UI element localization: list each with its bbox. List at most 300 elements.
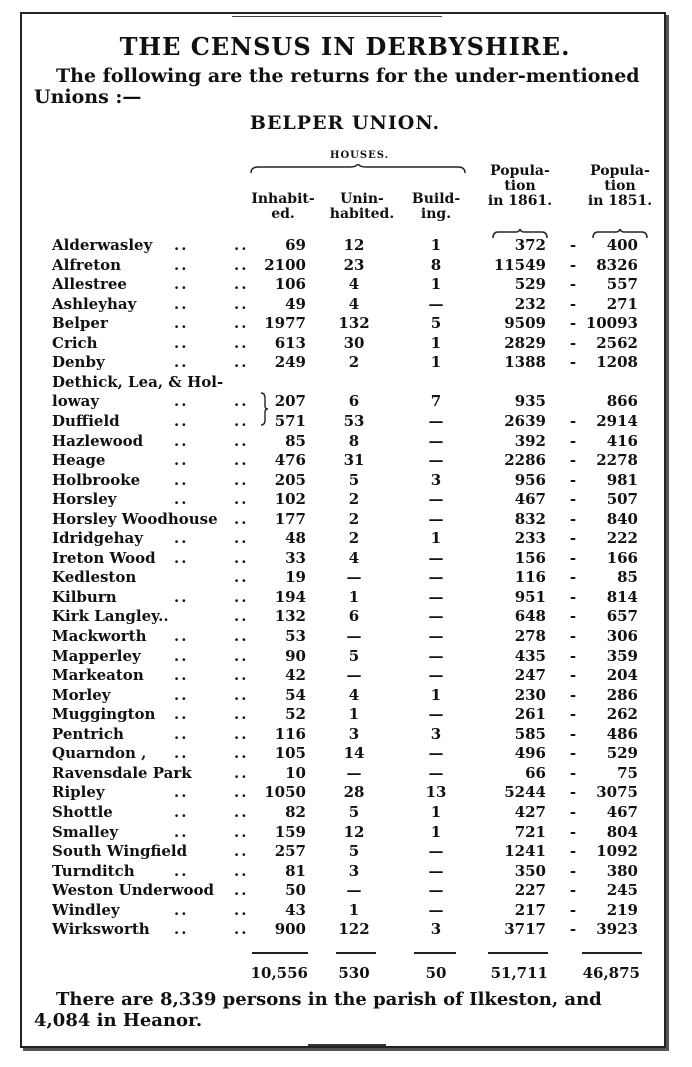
table-row [22,783,668,803]
table-row [22,862,668,882]
col-building-header [406,192,466,222]
col-uninhabited-header [324,192,400,222]
dash-separator: - [569,490,577,509]
col-uninhabited-line1: Unin- [340,191,384,207]
building-value: 7 [430,392,442,411]
inhabited-value: 207 [274,392,306,411]
dash-separator: - [569,568,577,587]
table-row [22,666,668,686]
building-value: 1 [430,353,442,372]
pop1861-value: 217 [514,900,546,919]
table-row [22,256,668,276]
col-inhabited-header [244,192,322,222]
inhabited-value: 90 [285,646,306,665]
uninhabited-value: 2 [348,353,360,372]
building-value: 1 [430,822,442,841]
dash-separator: - [569,314,577,333]
pop1861-value: 66 [525,763,546,782]
pop1851-value: 1208 [596,353,638,372]
dash-separator: - [569,802,577,821]
sum-rule-uninhabited [336,952,376,954]
dethick-row-brace [260,392,268,426]
row-name: Idridgehay [52,529,143,548]
leader-dots: .. [174,314,189,333]
table-row [22,451,668,471]
leader-dots: .. [174,822,189,841]
building-value: 1 [430,275,442,294]
leader-dots: .. [234,685,249,704]
row-name: Markeaton [52,666,144,685]
pop1851-value: 529 [606,744,638,763]
inhabited-value: 194 [274,587,306,606]
row-name: Heage [52,451,106,470]
table-row [22,588,668,608]
uninhabited-value: 14 [343,744,365,763]
pop1861-value: 156 [514,548,546,567]
table-row [22,823,668,843]
inhabited-value: 85 [285,431,306,450]
pop1851-value: 286 [606,685,638,704]
building-value: 1 [430,685,442,704]
pop1861-value: 5244 [504,783,546,802]
leader-dots: .. [234,392,249,411]
row-name: Ashleyhay [52,294,137,313]
pop1861-value: 9509 [504,314,546,333]
sum-rule-pop1861 [488,952,548,954]
leader-dots: .. [174,587,189,606]
pop1851-value: 3075 [596,783,638,802]
building-value: — [428,900,444,919]
col-pop1861-line1: Popula- [490,163,550,179]
dash-separator: - [569,842,577,861]
uninhabited-value: 5 [348,842,360,861]
leader-dots: .. [174,353,189,372]
col-uninhabited-line2: habited. [329,206,395,222]
pop1861-value: 278 [514,627,546,645]
footer-line-2: 4,084 in Heanor. [34,1010,203,1031]
dash-separator: - [569,529,577,548]
row-name: Morley [52,685,111,704]
leader-dots: .. [174,802,189,821]
leader-dots: .. [234,646,249,665]
dash-separator: - [569,646,577,665]
inhabited-value: 1977 [264,314,306,333]
table-row [22,295,668,315]
total-inhabited: 10,556 [250,964,308,982]
pop1851-value: 1092 [596,842,638,861]
building-value: 1 [430,802,442,821]
pop1861-value: 2286 [504,451,546,470]
inhabited-value: 81 [285,861,306,880]
pop1861-value: 11549 [493,255,546,274]
leader-dots: .. [174,294,189,313]
dash-separator: - [569,509,577,528]
row-name: Kilburn [52,587,117,606]
building-value: — [428,842,444,861]
leader-dots: .. [174,333,189,352]
pop1861-value: 721 [514,822,546,841]
pop1851-value: 204 [606,666,638,685]
row-name: Quarndon , [52,744,147,763]
uninhabited-value: 6 [348,607,360,626]
inhabited-value: 900 [274,920,306,939]
intro-line-2: Unions :— [34,86,142,108]
dash-separator: - [569,822,577,841]
uninhabited-value: 31 [343,451,365,470]
dash-separator: - [569,411,577,430]
col-pop1861-line2: tion [504,178,536,194]
col-pop1851-line2: tion [604,178,636,194]
leader-dots: .. [234,548,249,567]
col-pop1851-header [580,164,660,209]
leader-dots: .. [234,744,249,763]
pop1861-value: 247 [514,666,546,685]
building-value: 8 [430,255,442,274]
row-name: Kirk Langley.. [52,607,169,626]
uninhabited-value: 5 [348,802,360,821]
uninhabited-value: 1 [348,900,360,919]
pop1861-value: 233 [514,529,546,548]
inhabited-value: 50 [285,881,306,900]
building-value: — [428,646,444,665]
row-name: South Wingfield [52,842,188,861]
row-name: Horsley [52,490,117,509]
leader-dots: .. [234,314,249,333]
inhabited-value: 42 [285,666,306,685]
table-row [22,275,668,295]
dash-separator: - [569,900,577,919]
leader-dots: .. [174,861,189,880]
inhabited-value: 249 [274,353,306,372]
leader-dots: .. [234,783,249,802]
leader-dots: .. [174,411,189,430]
pop1851-value: 981 [606,470,638,489]
row-name: Muggington [52,705,156,724]
table-row [22,744,668,764]
table-row [22,627,668,647]
row-name: Smalley [52,822,119,841]
dash-separator: - [569,685,577,704]
pop1861-value: 529 [514,275,546,294]
leader-dots: .. [174,646,189,665]
table-row [22,373,668,393]
building-value: — [428,744,444,763]
row-name: Kedleston [52,568,137,587]
table-row [22,412,668,432]
pop1861-value: 467 [514,490,546,509]
uninhabited-value: 2 [348,490,360,509]
pop1851-value: 416 [606,431,638,450]
pop1861-value: 956 [514,470,546,489]
building-value: — [428,548,444,567]
pop1861-value: 585 [514,724,546,743]
total-building: 50 [425,964,447,982]
dash-separator: - [569,294,577,313]
dash-separator: - [569,666,577,685]
dash-separator: - [569,548,577,567]
inhabited-value: 82 [285,802,306,821]
leader-dots: .. [174,255,189,274]
pop1851-value: 507 [606,490,638,509]
inhabited-value: 54 [285,685,306,704]
uninhabited-value: 4 [348,685,360,704]
table-row [22,901,668,921]
dash-separator: - [569,763,577,782]
dash-separator: - [569,705,577,724]
total-uninhabited: 530 [338,964,370,982]
row-name: Crich [52,333,98,352]
building-value: 1 [430,236,442,254]
pop1861-value: 951 [514,587,546,606]
row-name: Weston Underwood [52,881,215,900]
building-value: — [428,294,444,313]
leader-dots: .. [234,529,249,548]
uninhabited-value: 1 [348,587,360,606]
pop1861-value: 1388 [504,353,546,372]
dash-separator: - [569,353,577,372]
leader-dots: .. [174,392,189,411]
building-value: 3 [430,470,442,489]
pop1851-value: 840 [606,509,638,528]
uninhabited-value: 122 [338,920,370,939]
leader-dots: .. [174,529,189,548]
uninhabited-value: 4 [348,294,360,313]
building-value: — [428,568,444,587]
row-name: Mackworth [52,627,147,645]
table-row [22,568,668,588]
houses-brace [250,164,466,174]
pop1851-value: 8326 [596,255,638,274]
inhabited-value: 19 [285,568,306,587]
uninhabited-value: 12 [343,236,365,254]
total-pop1851: 46,875 [582,964,640,982]
row-name: Shottle [52,802,113,821]
pop1851-value: 804 [606,822,638,841]
leader-dots: .. [234,881,249,900]
building-value: 3 [430,724,442,743]
row-name: Mapperley [52,646,141,665]
pop1851-value: 2914 [596,411,638,430]
leader-dots: .. [234,842,249,861]
sum-rule-inhabited [252,952,308,954]
inhabited-value: 177 [274,509,306,528]
row-name: Dethick, Lea, & Hol- [52,372,224,391]
uninhabited-value: 4 [348,548,360,567]
inhabited-value: 69 [285,236,306,254]
leader-dots: .. [234,763,249,782]
table-row [22,647,668,667]
row-name: Holbrooke [52,470,141,489]
dash-separator: - [569,744,577,763]
inhabited-value: 257 [274,842,306,861]
leader-dots: .. [234,294,249,313]
col-pop1851-line1: Popula- [590,163,650,179]
inhabited-value: 33 [285,548,306,567]
inhabited-value: 43 [285,900,306,919]
table-row [22,607,668,627]
table-row [22,764,668,784]
table-row [22,334,668,354]
row-name: Ireton Wood [52,548,156,567]
pop1861-value: 496 [514,744,546,763]
inhabited-value: 105 [274,744,306,763]
dash-separator: - [569,881,577,900]
table-row [22,920,668,940]
uninhabited-value: 6 [348,392,360,411]
pop1851-value: 2278 [596,451,638,470]
leader-dots: .. [234,802,249,821]
col-building-line2: ing. [420,206,452,222]
uninhabited-value: — [346,568,362,587]
leader-dots: .. [234,255,249,274]
uninhabited-value: 3 [348,861,360,880]
pop1851-value: 557 [606,275,638,294]
col-pop1851-line3: in 1851. [587,193,653,209]
pop1861-value: 230 [514,685,546,704]
article-frame [20,12,666,1048]
row-name: Ripley [52,783,105,802]
table-row [22,549,668,569]
pop1851-value: 306 [606,627,638,645]
pop1851-value: 85 [617,568,638,587]
leader-dots: .. [234,490,249,509]
building-value: 3 [430,920,442,939]
uninhabited-value: 5 [348,646,360,665]
inhabited-value: 102 [274,490,306,509]
pop1851-value: 262 [606,705,638,724]
total-pop1861: 51,711 [490,964,548,982]
table-row [22,881,668,901]
dash-separator: - [569,236,577,254]
inhabited-value: 116 [274,724,306,743]
row-name: Windley [52,900,120,919]
building-value: 1 [430,529,442,548]
dash-separator: - [569,920,577,939]
pop1851-value: 866 [606,392,638,411]
leader-dots: .. [234,627,249,645]
building-value: 13 [425,783,447,802]
pop1861-value: 350 [514,861,546,880]
leader-dots: .. [234,451,249,470]
leader-dots: .. [174,451,189,470]
pop1861-value: 227 [514,881,546,900]
uninhabited-value: 5 [348,470,360,489]
row-name: Allestree [52,275,127,294]
leader-dots: .. [234,861,249,880]
building-value: — [428,509,444,528]
uninhabited-value: — [346,881,362,900]
leader-dots: .. [234,236,249,254]
pop1861-value: 935 [514,392,546,411]
building-value: — [428,705,444,724]
inhabited-value: 53 [285,627,306,645]
inhabited-value: 476 [274,451,306,470]
footer-line-1: There are 8,339 persons in the parish of Ilkeston, and [56,989,602,1010]
leader-dots: .. [174,431,189,450]
leader-dots: .. [174,490,189,509]
col-inhabited-line2: ed. [271,206,295,222]
leader-dots: .. [234,920,249,939]
pop1851-value: 75 [617,763,638,782]
pop1861-value: 116 [514,568,546,587]
table-row [22,803,668,823]
row-name: Turnditch [52,861,135,880]
building-value: — [428,627,444,645]
row-name: Alderwasley [52,236,153,254]
leader-dots: .. [234,275,249,294]
pop1861-value: 832 [514,509,546,528]
building-value: — [428,490,444,509]
leader-dots: .. [174,236,189,254]
table-row [22,314,668,334]
leader-dots: .. [234,822,249,841]
dash-separator: - [569,431,577,450]
pop1861-value: 372 [514,236,546,254]
row-name: Duffield [52,411,120,430]
uninhabited-value: — [346,763,362,782]
intro-line-1: The following are the returns for the under-mentioned [56,65,640,87]
pop1851-value: 10093 [585,314,638,333]
pop1851-value: 166 [606,548,638,567]
leader-dots: .. [234,568,249,587]
uninhabited-value: 2 [348,529,360,548]
pop1851-value: 400 [606,236,638,254]
uninhabited-value: 3 [348,724,360,743]
inhabited-value: 52 [285,705,306,724]
uninhabited-value: 1 [348,705,360,724]
building-value: 1 [430,333,442,352]
inhabited-value: 132 [274,607,306,626]
leader-dots: .. [234,333,249,352]
table-row [22,432,668,452]
pop1851-value: 359 [606,646,638,665]
row-name: Hazlewood [52,431,144,450]
leader-dots: .. [234,470,249,489]
leader-dots: .. [174,666,189,685]
sum-rule-pop1851 [582,952,642,954]
table-row [22,392,668,412]
pop1851-value: 245 [606,881,638,900]
row-name: loway [52,392,100,411]
pop1851-value: 3923 [596,920,638,939]
table-row [22,353,668,373]
inhabited-value: 49 [285,294,306,313]
uninhabited-value: 53 [343,411,365,430]
pop1851-value: 657 [606,607,638,626]
pop1861-value: 435 [514,646,546,665]
top-rule [232,16,442,17]
dash-separator: - [569,724,577,743]
row-name: Horsley Woodhouse [52,509,218,528]
row-name: Pentrich [52,724,124,743]
pop1851-value: 2562 [596,333,638,352]
table-row [22,686,668,706]
leader-dots: .. [174,744,189,763]
leader-dots: .. [174,470,189,489]
dash-separator: - [569,783,577,802]
dash-separator: - [569,275,577,294]
leader-dots: .. [234,587,249,606]
building-value: — [428,666,444,685]
col-pop1861-line3: in 1861. [487,193,553,209]
building-value: — [428,431,444,450]
leader-dots: .. [234,411,249,430]
uninhabited-value: — [346,627,362,645]
dash-separator: - [569,627,577,645]
inhabited-value: 205 [274,470,306,489]
table-row [22,471,668,491]
inhabited-value: 613 [274,333,306,352]
